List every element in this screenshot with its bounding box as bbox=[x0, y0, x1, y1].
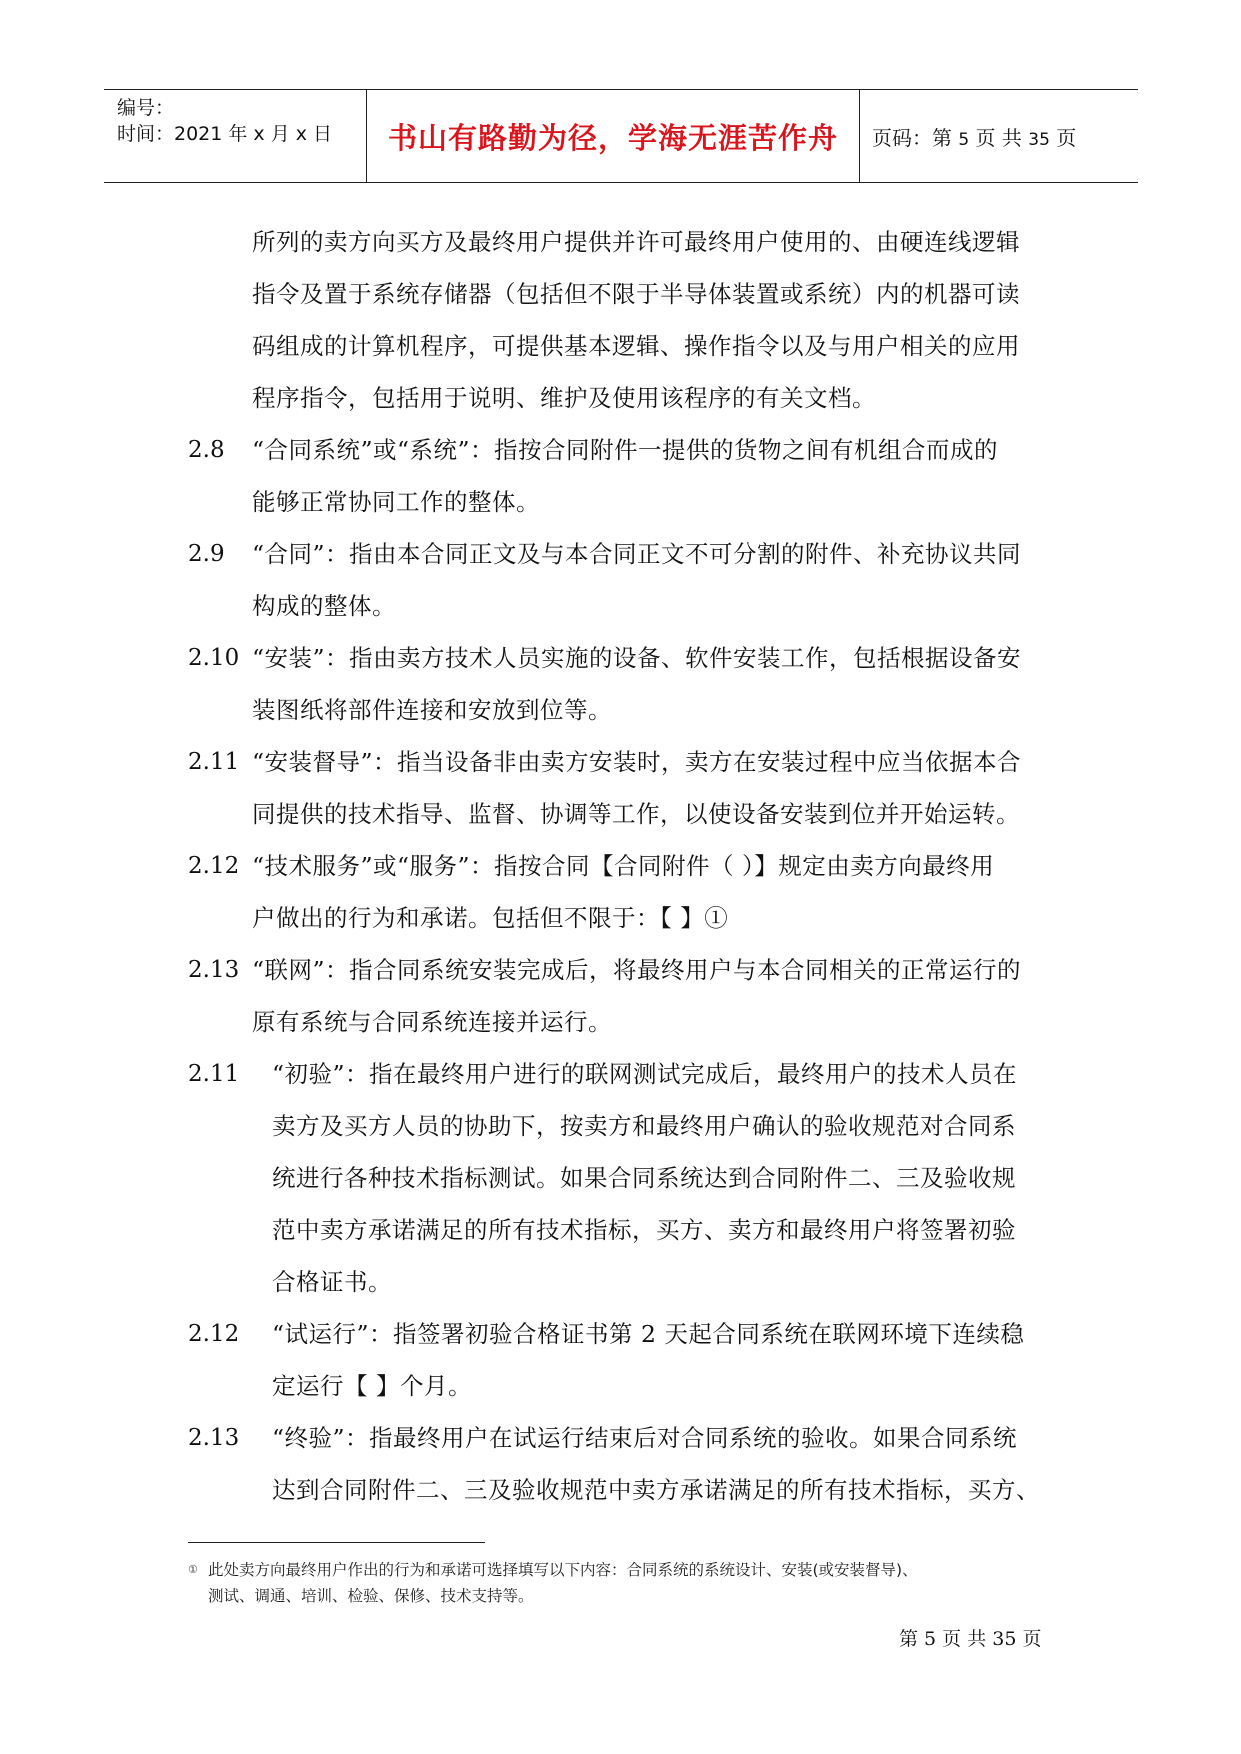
clause-line: 能够正常协同工作的整体。 bbox=[252, 488, 540, 516]
clause-line: 定运行【 】个月。 bbox=[272, 1372, 472, 1400]
clause-line: “联网”：指合同系统安装完成后，将最终用户与本合同相关的正常运行的 bbox=[252, 956, 1022, 984]
clause-line: “技术服务”或“服务”：指按合同【合同附件（ ）】规定由卖方向最终用 bbox=[252, 852, 995, 880]
footnote-mark: ① bbox=[188, 1563, 198, 1576]
document-time-label: 时间：2021 年 x 月 x 日 bbox=[117, 123, 333, 145]
clause-line: 统进行各种技术指标测试。如果合同系统达到合同附件二、三及验收规 bbox=[272, 1164, 1016, 1192]
clause-number: 2.13 bbox=[188, 1425, 240, 1451]
clause-line: 户做出的行为和承诺。包括但不限于：【 】① bbox=[252, 904, 729, 932]
header-info-cell bbox=[104, 90, 367, 182]
clause-line: “安装”：指由卖方技术人员实施的设备、软件安装工作，包括根据设备安 bbox=[252, 644, 1022, 672]
footnote-line: 此处卖方向最终用户作出的行为和承诺可选择填写以下内容：合同系统的系统设计、安装(或安装督导)、 bbox=[208, 1561, 918, 1579]
clause-line: 同提供的技术指导、监督、协调等工作，以使设备安装到位并开始运转。 bbox=[252, 800, 1020, 828]
clause-number: 2.11 bbox=[188, 749, 240, 775]
footnote-line: 测试、调通、培训、检验、保修、技术支持等。 bbox=[208, 1587, 534, 1605]
clause-number: 2.10 bbox=[188, 645, 240, 671]
header-page-number bbox=[872, 122, 1076, 151]
body-line: 程序指令，包括用于说明、维护及使用该程序的有关文档。 bbox=[252, 384, 876, 412]
clause-line: “试运行”：指签署初验合格证书第 2 天起合同系统在联网环境下连续稳 bbox=[272, 1320, 1025, 1348]
clause-line: 卖方及买方人员的协助下，按卖方和最终用户确认的验收规范对合同系 bbox=[272, 1112, 1016, 1140]
clause-number: 2.13 bbox=[188, 957, 240, 983]
clause-number: 2.8 bbox=[188, 437, 225, 463]
page-mid: 页 共 bbox=[975, 125, 1022, 150]
document-code-label: 编号： bbox=[117, 97, 175, 119]
header-page-cell bbox=[860, 90, 1138, 182]
body-line: 指令及置于系统存储器（包括但不限于半导体装置或系统）内的机器可读 bbox=[252, 280, 1020, 308]
clause-line: 达到合同附件二、三及验收规范中卖方承诺满足的所有技术指标，买方、 bbox=[272, 1476, 1040, 1504]
clause-line: 装图纸将部件连接和安放到位等。 bbox=[252, 696, 612, 724]
clause-line: 构成的整体。 bbox=[252, 592, 396, 620]
clause-line: “安装督导”：指当设备非由卖方安装时，卖方在安装过程中应当依据本合 bbox=[252, 748, 1022, 776]
clause-number: 2.12 bbox=[188, 853, 240, 879]
clause-number: 2.9 bbox=[188, 541, 225, 567]
clause-line: “合同系统”或“系统”：指按合同附件一提供的货物之间有机组合而成的 bbox=[252, 436, 999, 464]
header-motto-cell bbox=[367, 90, 860, 182]
page-header bbox=[104, 89, 1138, 183]
footnote-separator bbox=[188, 1542, 485, 1543]
page-footer-number: 第 5 页 共 35 页 bbox=[899, 1628, 1042, 1650]
body-line: 码组成的计算机程序，可提供基本逻辑、操作指令以及与用户相关的应用 bbox=[252, 332, 1020, 360]
page-current: 5 bbox=[958, 129, 970, 150]
body-line: 所列的卖方向买方及最终用户提供并许可最终用户使用的、由硬连线逻辑 bbox=[252, 228, 1020, 256]
clause-number: 2.12 bbox=[188, 1321, 240, 1347]
header-motto: 书山有路勤为径，学海无涯苦作舟 bbox=[387, 120, 838, 155]
clause-line: “合同”：指由本合同正文及与本合同正文不可分割的附件、补充协议共同 bbox=[252, 540, 1022, 568]
clause-line: 合格证书。 bbox=[272, 1268, 392, 1296]
clause-line: “终验”：指最终用户在试运行结束后对合同系统的验收。如果合同系统 bbox=[272, 1424, 1018, 1452]
clause-number: 2.11 bbox=[188, 1061, 240, 1087]
clause-line: 原有系统与合同系统连接并运行。 bbox=[252, 1008, 612, 1036]
page-prefix: 页码：第 bbox=[872, 125, 952, 150]
clause-line: 范中卖方承诺满足的所有技术指标，买方、卖方和最终用户将签署初验 bbox=[272, 1216, 1016, 1244]
clause-line: “初验”：指在最终用户进行的联网测试完成后，最终用户的技术人员在 bbox=[272, 1060, 1018, 1088]
page-total: 35 bbox=[1028, 129, 1050, 150]
page-suffix: 页 bbox=[1056, 125, 1077, 150]
